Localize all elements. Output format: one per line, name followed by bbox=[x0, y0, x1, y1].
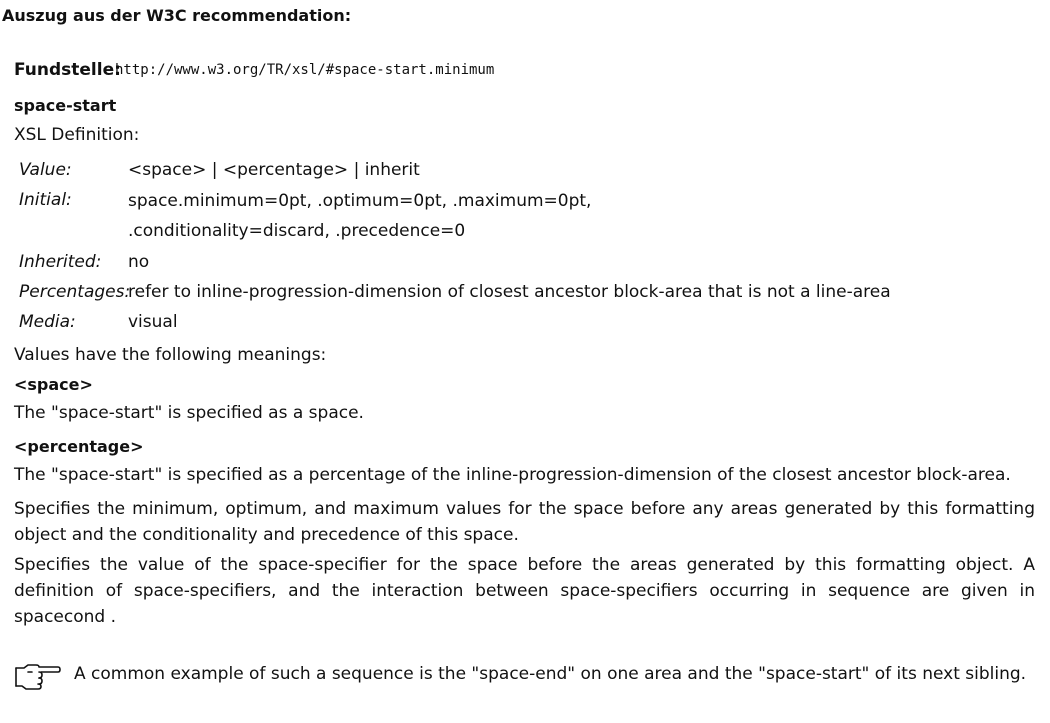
property-value-value: <space> | <percentage> | inherit bbox=[128, 160, 420, 180]
source-url: http://www.w3.org/TR/xsl/#space-start.minimum bbox=[115, 62, 495, 78]
property-key-value: Value: bbox=[19, 160, 72, 180]
property-key-initial: Initial: bbox=[19, 190, 72, 210]
excerpt-heading: Auszug aus der W3C recommendation: bbox=[2, 6, 352, 25]
property-key-media: Media: bbox=[19, 312, 76, 332]
meaning-term-space: <space> bbox=[14, 375, 93, 394]
meaning-desc-space: The "space-start" is specified as a space. bbox=[14, 403, 364, 423]
property-value-initial-line2: .conditionality=discard, .precedence=0 bbox=[128, 221, 466, 241]
meaning-term-percentage: <percentage> bbox=[14, 437, 144, 456]
property-key-percentages: Percentages: bbox=[19, 282, 131, 302]
property-value-inherited: no bbox=[128, 252, 150, 272]
property-key-inherited: Inherited: bbox=[19, 252, 102, 272]
meanings-intro: Values have the following meanings: bbox=[14, 345, 327, 365]
source-label: Fundstelle: bbox=[14, 60, 121, 80]
property-value-percentages: refer to inline-progression-dimension of closest ancestor block-area that is not a line-area bbox=[128, 282, 891, 302]
paragraph-minimum-optimum: Specifies the minimum, optimum, and maximum values for the space before any areas generated by this formatting object and the conditionality and precedence of this space. bbox=[14, 499, 1035, 545]
note-text: A common example of such a sequence is the "space-end" on one area and the "space-start" of its next sibling. bbox=[74, 664, 1027, 684]
paragraph-space-specifier: Specifies the value of the space-specifier for the space before the areas generated by this formatting object. A definition of space-specifiers, and the interaction between space-specifiers occurring in sequence are given in spacecond . bbox=[14, 555, 1035, 627]
term-title: space-start bbox=[14, 96, 117, 115]
pointing-hand-icon bbox=[14, 660, 62, 690]
property-value-initial-line1: space.minimum=0pt, .optimum=0pt, .maximum=0pt, bbox=[128, 191, 592, 211]
definition-label: XSL Definition: bbox=[14, 125, 140, 145]
property-value-media: visual bbox=[128, 312, 178, 332]
meaning-desc-percentage: The "space-start" is specified as a percentage of the inline-progression-dimension of the closest ancestor block-area. bbox=[14, 465, 1011, 485]
